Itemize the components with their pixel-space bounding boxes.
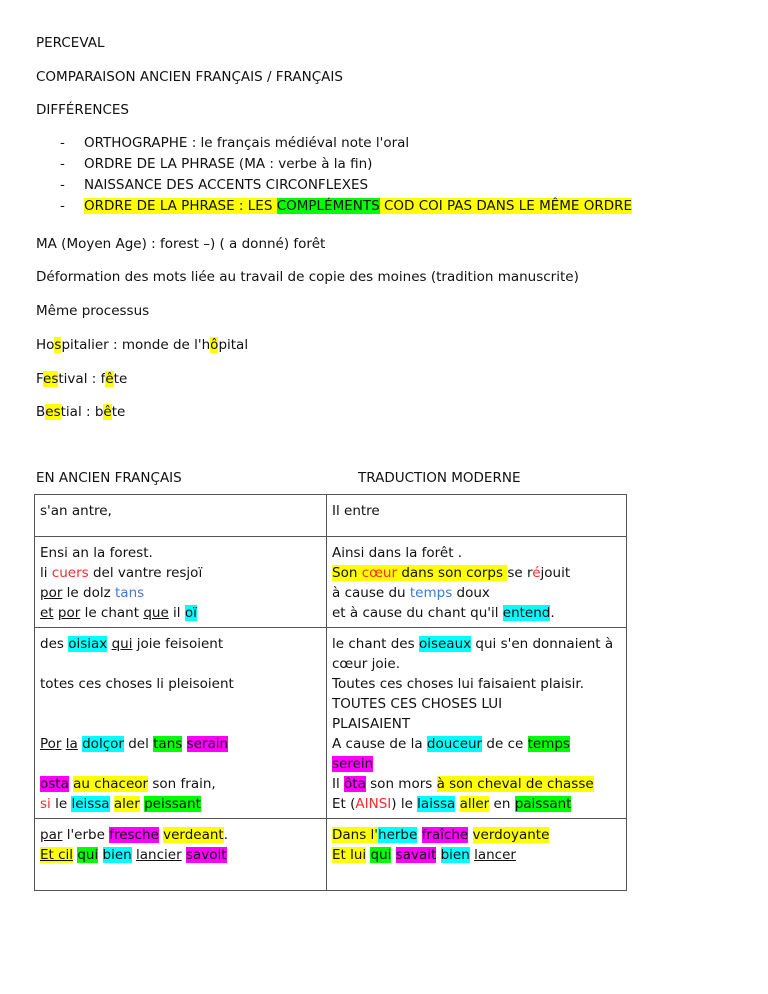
example-bestial: Bestial : bête [36, 404, 126, 420]
doc-subtitle: COMPARAISON ANCIEN FRANÇAIS / FRANÇAIS [36, 69, 343, 85]
deformation-note: Déformation des mots liée au travail de copie des moines (tradition manuscrite) [36, 269, 579, 285]
table-row [35, 819, 627, 891]
table-cell: Il entre [327, 495, 627, 537]
column-header-moderne: TRADUCTION MODERNE [358, 470, 521, 486]
example-hospitalier: Hospitalier : monde de l'hôpital [36, 337, 249, 353]
example-festival: Festival : fête [36, 371, 128, 387]
table-cell: par l'erbe fresche verdeant. Et cil qui bien lancier savoit [35, 819, 327, 891]
table-cell: Dans l'herbe fraîche verdoyante Et lui qui savait bien lancer [327, 819, 627, 891]
bullet-dash: - [60, 156, 65, 172]
ma-note: MA (Moyen Age) : forest –) ( a donné) forêt [36, 236, 326, 252]
bullet-dash: - [60, 135, 65, 151]
table-row [35, 628, 627, 819]
bullet-dash: - [60, 177, 65, 193]
meme-processus: Même processus [36, 303, 150, 319]
table-cell: le chant des oiseaux qui s'en donnaient à cœur joie. Toutes ces choses lui faisaient plaisir. TOUTES CES CHOSES LUI PLAISAIENT A cause de la douceur de ce temps serein Il ôta son mors à son cheval de chasse Et (AINSI) le laissa aller en paissant [327, 628, 627, 819]
comparison-table [34, 494, 627, 891]
section-heading: DIFFÉRENCES [36, 102, 129, 118]
document-page: PERCEVAL COMPARAISON ANCIEN FRANÇAIS / FRANÇAIS DIFFÉRENCES - ORTHOGRAPHE : le français médiéval note l'oral - ORDRE DE LA PHRASE (MA : verbe à la fin) - NAISSANCE DES ACCENTS CIRCONFLEXES - ORDRE DE LA PHRASE : LES COMPLÉMENTS COD COI PAS DANS LE MÊME ORDRE MA (Moyen Age) : forest –) ( a donné) forêt Déformation des mots liée au travail de copie des moines (tradition manuscrite) Même processus Hospitalier : monde de l'hôpital Festival : fête Bestial : bête EN ANCIEN FRANÇAIS TRADUCTION MODERNE s'an antre, Il entre Ensi an la forest. li cuers del vantre resjoï por le dolz tans et por le chant que il oï Ainsi dans la forêt . Son cœur dans son corps se réjouit à cause du temps doux et à cause du chant qu'il entend. des oisiax qui joie feisoient totes ces choses li pleisoient Por la dolçor del tans serain osta au chaceor son frain, si le leissa aler peissant le chant des oiseaux qui s'en donnaient à cœur joie. Toutes ces choses lui faisaient plaisir. TOUTES CES CHOSES LUI PLAISAIENT A cause de la douceur de ce temps serein Il ôta son mors à son cheval de chasse Et (AINSI) le laissa aller en paissant par l'erbe fresche verdeant. Et cil qui bien lancier savoit Dans l'herbe fraîche verdoyante Et lui qui savait bien lancer [0, 0, 768, 994]
table-cell: s'an antre, [35, 495, 327, 537]
table-cell: Ainsi dans la forêt . Son cœur dans son corps se réjouit à cause du temps doux et à cause du chant qu'il entend. [327, 537, 627, 628]
table-cell: des oisiax qui joie feisoient totes ces choses li pleisoient Por la dolçor del tans serain osta au chaceor son frain, si le leissa aler peissant [35, 628, 327, 819]
table-row [35, 495, 627, 537]
bullet-dash: - [60, 198, 65, 214]
table-cell: Ensi an la forest. li cuers del vantre resjoï por le dolz tans et por le chant que il oï [35, 537, 327, 628]
doc-title: PERCEVAL [36, 35, 105, 51]
column-header-ancien: EN ANCIEN FRANÇAIS [36, 470, 182, 486]
table-row [35, 537, 627, 628]
